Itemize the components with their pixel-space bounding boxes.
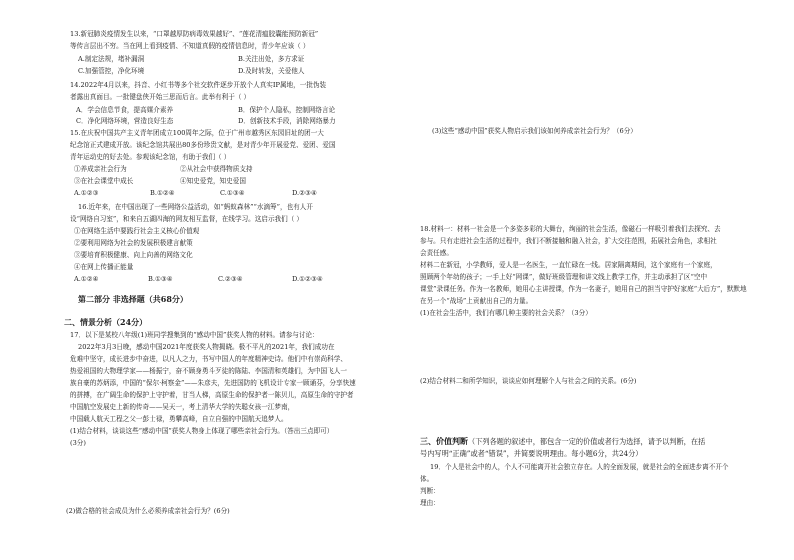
q16-item-4: ④在网上传播正能量: [74, 263, 134, 271]
q15-option-a: A.①②③: [74, 189, 99, 197]
q15-item-2: ②从社会中获得物质支持: [180, 165, 253, 173]
q15-option-c: C.①③④: [220, 189, 245, 197]
section-three-rule-cont: 号内写明“正确”或者“错误”，并简要说明理由。每小题6分，共24分）: [420, 449, 643, 458]
q14-stem: 14.2022年4月以来，抖音、小红书等多个社交软件逐步开放个人真实IP属地，一批伪装: [70, 81, 327, 89]
q16-option-b: B.①③④: [148, 275, 173, 283]
q13-option-a: A.制定法规，堵补漏洞: [78, 55, 145, 63]
section-three-heading: [420, 436, 705, 447]
q18-material-1: 18.材料一：材料一社会是一个多姿多彩的大舞台，绚丽的社会生活，像磁石一样吸引着我们去探究、去: [420, 225, 721, 233]
q17-material-1: 2022年3月3日晚，感动中国2021年度获奖人物揭晓。极不平凡的2021年，我们成功在: [78, 343, 335, 351]
q13-stem: 13.新冠肺炎疫情发生以来，“口罩越厚防病毒效果越好”、“莲花清瘟胶囊能预防新冠”: [70, 30, 319, 38]
q18-material-2: 材料二在新冠，小学教师，爱人是一名医生，一直忙碌在一线。居家隔离期间，这个家庭有一个家庭，: [420, 261, 717, 269]
q15-item-3: ③在社会课堂中成长: [74, 177, 134, 185]
q13-option-d: D.及时转发，关爱他人: [238, 67, 305, 75]
q15-option-b: B.①②④: [150, 189, 175, 197]
q18-material-1c: 会责任感。: [420, 249, 453, 257]
q17-material-4: 族自豪的苏炳添，中国的“保尔·柯察金”——朱彦夫，先进国防的飞机设计专家一顾诵芬，分享快速: [70, 379, 356, 387]
q18-material-1b: 参与。只有走进社会生活的过程中，我们不断接触和融入社会，扩大交往范围，拓展社会角色，求相社: [420, 237, 717, 245]
q17-material-6: 中国航空发展史上新的传奇——吴天一，考上清华大学的失聪女孩一江梦南，: [70, 403, 295, 411]
q14-option-d: D．创新技术手段，消除网络暴力: [238, 117, 336, 125]
q18-material-2c: 课堂”录课任务。作为一名教师，她用心主讲授课，作为一名妻子，她用自己的担当守护好家庭“大后方”，默默地: [420, 285, 747, 293]
q17-sub2: (2)做合格的社会成员为什么必须养成亲社会行为？(6分): [66, 507, 230, 515]
q14-stem-cont: 者露出真面目。一批键盘侠开始三思而后言。此举有利于（ ）: [70, 93, 251, 101]
section-two-heading: 二、情景分析（24分）: [64, 317, 148, 327]
q16-option-a: A.①②④: [74, 275, 99, 283]
q16-item-1: ①在网络生活中要践行社会主义核心价值观: [74, 227, 200, 235]
q13-option-b: B.关注出处，多方求证: [238, 55, 305, 63]
q17-stem: 17．以下是某校八年级(1)班同学搜集到的“感动中国”获奖人物的材料。请参与讨论：: [70, 331, 319, 339]
q19-reason-label: 理由：: [420, 499, 440, 507]
section-three-rule: （下列各题的叙述中，都包含一定的价值或者行为选择，请予以判断，在括: [468, 437, 706, 446]
q18-sub2: (2)结合材料二和所学知识，谈谈应如何理解个人与社会之间的关系。(6分): [420, 377, 637, 385]
q16-item-2: ②要利用网络为社会的发展积极建言献策: [74, 239, 193, 247]
q15-stem: 15.在庆祝中国共产主义青年团成立100周年之际，位于广州市越秀区东园旧址的团一大: [70, 129, 324, 137]
q15-item-4: ④知史爱党，知史爱国: [180, 177, 246, 185]
q14-option-b: B．保护个人隐私，控制网络言论: [238, 106, 336, 114]
q19-stem: 19．个人是社会中的人，个人不可能离开社会独立存在。人的全面发展，就是社会的全面进步离不开个: [430, 463, 729, 471]
q13-option-c: C.加强管控，净化环境: [78, 67, 145, 75]
q16-stem-2: 设“网络自习室”，和来自五湖四海的网友相互监督，在线学习。这启示我们（ ）: [70, 215, 304, 223]
q19-judge-label: 判断：: [420, 487, 440, 495]
section-three-title: 三、价值判断: [420, 436, 468, 446]
q18-material-2b: 照顾两个年幼的孩子；一手上好“网课”，做好班级管理和讲文线上教学工作，并主动承担了区“空中: [420, 273, 708, 281]
q14-option-a: A．学会信息节食，提高媒介素养: [76, 106, 174, 114]
q14-option-c: C．净化网络环境，营造良好生态: [76, 117, 174, 125]
q17-sub1-score: (3分): [70, 439, 86, 447]
q16-stem: 16.近年来，在中国出现了一些网络公益活动，如“蚂蚁森林”“水滴筹”，也有人开: [78, 203, 313, 211]
q16-item-3: ③要培育积极健康、向上向善的网络文化: [74, 251, 193, 259]
q15-option-d: D.②③④: [292, 189, 317, 197]
q16-option-c: C.②③④: [218, 275, 243, 283]
q17-sub3: (3)这些“感动中国”获奖人物启示我们该如何养成亲社会行为？（6分）: [432, 127, 637, 135]
q17-material-5: 的拼搏，在广阔生命的保护上守护着，甘当人梯，高原生命的保护者一陈贝儿，高原生命的守护者: [70, 391, 354, 399]
q13-stem-cont: 等传言层出不穷。当在网上看到疫情、不知道真假的疫情信息时，青少年应该（ ）: [70, 42, 310, 50]
q15-item-1: ①养成亲社会行为: [74, 165, 127, 173]
part-two-heading: 第二部分 非选择题（共68分）: [78, 294, 188, 304]
q18-sub1: (1)在社会生活中，我们有哪几种主要的社会关系？（3分）: [420, 309, 592, 317]
q15-stem-2: 纪念馆正式建成开放。该纪念馆共展出80多份珍贵文献，是对青少年开展爱党、爱团、爱国: [70, 141, 336, 149]
q19-stem-cont: 体。: [420, 475, 434, 483]
q17-material-2: 危难中坚守，成长进步中奋进，以凡人之力，书写中国人的年度精神史诗。他们中有崇尚科学、: [70, 355, 347, 363]
q16-option-d: D.①②③④: [292, 275, 323, 283]
q17-sub1: (1)结合材料，谈谈这些“感动中国”获奖人物身上体现了哪些亲社会行为。（答出三点即可）: [70, 427, 334, 435]
q18-material-2d: 在另一个“战场”上贡献出自己的力量。: [420, 297, 533, 305]
q15-stem-3: 青年运动史的好去处。参观该纪念馆，有助于我们（ ）: [70, 153, 231, 161]
q17-material-7: 中国载人航天工程之父一彭士禄，勇攀高峰，自立自强的中国航天追梦人。: [70, 415, 288, 423]
q17-material-3: 热爱祖国的大物理学家——杨振宁，奋不顾身勇斗歹徒的陈陆、李国清和英雄们，为中国飞人一: [70, 367, 347, 375]
